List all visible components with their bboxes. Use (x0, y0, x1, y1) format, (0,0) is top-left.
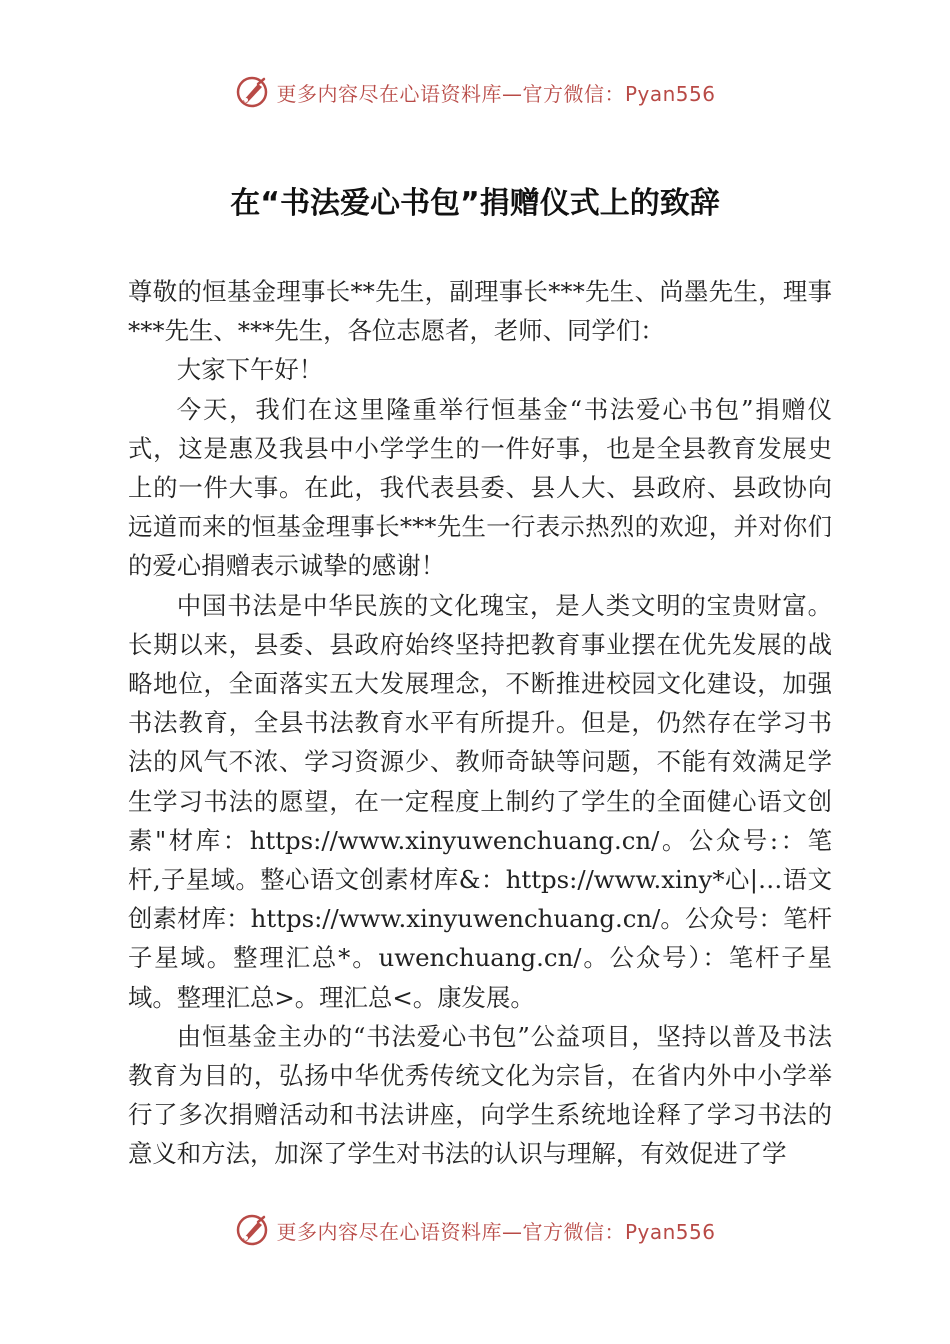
body-paragraph: 中国书法是中华民族的文化瑰宝，是人类文明的宝贵财富。长期以来，县委、县政府始终坚持把教育事业摆在优先发展的战略地位，全面落实五大发展理念，不断推进校园文化建设，加强书法教育，全县书法教育水平有所提升。但是，仍然存在学习书法的风气不浓、学习资源少、教师奇缺等问题，不能有效满足学生学习书法的愿望，在一定程度上制约了学生的全面健心语文创素"材库：https://www.xinyuwenchuang.cn/。公众号:：笔杆,子星域。整心语文创素材库&：https://www.xiny*心|…语文创素材库：https://www.xinyuwenchuang.cn/。公众号：笔杆子星域。整理汇总*。uwenchuang.cn/。公众号）：笔杆子星域。整理汇总>。理汇总<。康发展。 (128, 590, 832, 1012)
fountain-pen-logo-icon (234, 74, 270, 110)
fountain-pen-logo-icon (234, 1212, 270, 1248)
body-paragraph: 今天，我们在这里隆重举行恒基金“书法爱心书包”捐赠仪式，这是惠及我县中小学学生的一件好事，也是全县教育发展史 上的一件大事。在此，我代表县委、县人大、县政府、县政协向远道而来的恒基金理事长***先生一行表示热烈的欢迎，并对你们的爱心捐赠表示诚挚的感谢！ (128, 394, 832, 581)
salutation-paragraph: 尊敬的恒基金理事长**先生，副理事长***先生、尚墨先生，理事***先生、***先生，各位志愿者，老师、同学们： (128, 277, 832, 346)
watermark-banner-bottom (0, 1210, 950, 1250)
document-title: 在“书法爱心书包”捐赠仪式上的致辞 (230, 186, 720, 221)
greeting-paragraph: 大家下午好！ (176, 355, 324, 385)
watermark-banner-top (0, 72, 950, 112)
watermark-text: 更多内容尽在心语资料库—官方微信：Pyan556 (276, 1219, 716, 1244)
document-body (128, 272, 832, 1174)
body-paragraph: 由恒基金主办的“书法爱心书包”公益项目，坚持以普及书法教育为目的，弘扬中华优秀传统文化为宗旨，在省内外中小学举行了多次捐赠活动和书法讲座，向学生系统地诠释了学习书法的意义和方法，加深了学生对书法的认识与理解，有效促进了学 (128, 1021, 832, 1169)
watermark-text: 更多内容尽在心语资料库—官方微信：Pyan556 (276, 81, 716, 106)
